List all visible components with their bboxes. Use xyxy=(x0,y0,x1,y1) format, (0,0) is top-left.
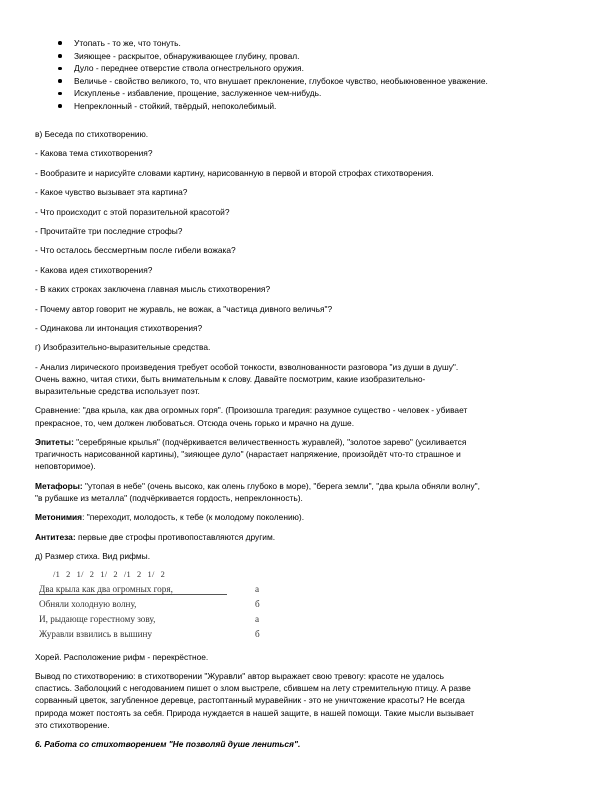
text-line: "в рубашке из металла" (подчёркивается гордость, непреклонность). xyxy=(35,493,303,504)
text-line: "утопая в небе" (очень высоко, как олень глубоко в море), "берега земли", "два крыла обняли волну", xyxy=(82,480,480,491)
question: - Одинакова ли интонация стихотворения? xyxy=(35,322,203,333)
metonymy-text: : "переходит, молодость, к тебе (к молодому поколению). xyxy=(82,512,305,523)
list-item: Величье - свойство великого, то, что внушает преклонение, глубокое чувство, необыкновенное уважение. xyxy=(56,75,596,88)
razmer-heading: д) Размер стиха. Вид рифмы. xyxy=(35,551,151,562)
text-line: это стихотворение. xyxy=(35,719,110,730)
document-body xyxy=(35,128,581,758)
stress-mark: 2 xyxy=(66,569,71,579)
list-item: Зияющее - раскрытое, обнаруживающее глубину, провал. xyxy=(56,50,596,63)
antithesis-paragraph xyxy=(35,531,581,543)
stress-mark: /1 xyxy=(53,569,61,579)
verse-line xyxy=(39,584,275,595)
metaphors-label: Метафоры: xyxy=(35,480,83,491)
meter-conclusion: Хорей. Расположение рифм - перекрёстное. xyxy=(35,651,209,662)
question: - Что осталось бессмертным после гибели вожака? xyxy=(35,245,236,256)
question: - Вообразите и нарисуйте словами картину, нарисованную в первой и второй строфах стихотворения. xyxy=(35,167,434,178)
text-line: Сравнение: "два крыла, как два огромных горя". (Произошла трагедия: разумное существо - человек - убивает xyxy=(35,405,468,416)
text-line: спастись. Заболоцкий с негодованием пишет о злом выстреле, сбившем на лету стремительную птицу. А разве xyxy=(35,683,471,694)
text-line: - Анализ лирического произведения требует особой тонкости, взволнованности разговора "из души в душу". xyxy=(35,361,459,372)
section-6-heading xyxy=(35,738,581,750)
stress-mark: 2 xyxy=(113,569,118,579)
vocabulary-list xyxy=(56,37,596,113)
antithesis-text: первые две строфы противопоставляются другим. xyxy=(75,531,276,542)
stress-mark: 2 xyxy=(137,569,142,579)
sredstva-intro xyxy=(35,361,581,398)
question: - Какова тема стихотворения? xyxy=(35,148,153,159)
question: - Что происходит с этой поразительной красотой? xyxy=(35,206,230,217)
text-line: "серебряные крылья" (подчёркивается величественность журавлей), "золотое зарево" (усиливается xyxy=(73,437,467,448)
stress-mark: /1 xyxy=(123,569,131,579)
list-item: Утопать - то же, что тонуть. xyxy=(56,37,596,50)
comparison-paragraph xyxy=(35,404,581,428)
question: - Почему автор говорит не журавль, не вожак, а "частица дивного величья"? xyxy=(35,303,333,314)
metonymy-paragraph xyxy=(35,511,581,523)
verse-line xyxy=(39,599,275,609)
text-line: прекрасное, то, чем должен любоваться. Отсюда очень горько и мрачно на душе. xyxy=(35,417,355,428)
text-line: Вывод по стихотворению: в стихотворении "Журавли" автор выражает свою тревогу: красоте не удалось xyxy=(35,671,444,682)
text-line: Очень важно, читая стихи, быть внимательным к слову. Давайте посмотрим, какие изобразительно- xyxy=(35,373,426,384)
rhyme-letter: а xyxy=(255,583,260,594)
stress-marks xyxy=(53,570,171,579)
sredstva-heading: г) Изобразительно-выразительные средства. xyxy=(35,342,211,353)
rhyme-letter: б xyxy=(255,628,260,639)
verse-line xyxy=(39,614,275,624)
verse-line xyxy=(39,629,275,639)
section-6-text: 6. Работа со стихотворением "Не позволяй душе лениться". xyxy=(35,739,301,750)
epithets-label: Эпитеты: xyxy=(35,437,74,448)
verse-text: Журавли взвились в вышину xyxy=(39,628,152,639)
stress-mark: 1/ xyxy=(100,569,108,579)
list-item: Дуло - переднее отверстие ствола огнестрельного оружия. xyxy=(56,62,596,75)
stress-mark: 2 xyxy=(89,569,95,579)
question: - Прочитайте три последние строфы? xyxy=(35,225,183,236)
text-line: трагичность нарисованной картины), "зияющее дуло" (нарастает напряжение, произойдёт что-то страшное и xyxy=(35,449,461,460)
list-item: Непреклонный - стойкий, твёрдый, непоколебимый. xyxy=(56,100,596,113)
question: - В каких строках заключена главная мысль стихотворения? xyxy=(35,284,271,295)
metaphors-paragraph xyxy=(35,480,581,504)
stress-mark: 2 xyxy=(160,569,166,579)
antithesis-label: Антитеза: xyxy=(35,531,76,542)
rhyme-letter: б xyxy=(255,598,260,609)
text-line: неповторимое). xyxy=(35,461,96,472)
question: - Какое чувство вызывает эта картина? xyxy=(35,187,188,198)
verse-text: Два крыла как два огромных горя, xyxy=(39,584,227,595)
verse-text: Обняли холодную волну, xyxy=(39,598,137,609)
epithets-paragraph xyxy=(35,436,581,473)
beseda-heading: в) Беседа по стихотворению. xyxy=(35,129,149,139)
vyvod-paragraph xyxy=(35,670,581,731)
stress-mark: 1/ xyxy=(76,569,84,579)
rhyme-letter: а xyxy=(255,613,260,624)
text-line: природа может постоять за себя. Природа нуждается в нашей защите, в нашей помощи. Такие мысли вызывает xyxy=(35,707,475,718)
question: - Какова идея стихотворения? xyxy=(35,264,153,275)
stress-mark: 1/ xyxy=(147,569,155,579)
text-line: сорванный цветок, загубленное деревце, растоптанный муравейник - это не уничтожение красоты? Не всегда xyxy=(35,695,465,706)
meter-scheme xyxy=(35,570,581,644)
metonymy-label: Метонимия xyxy=(35,512,83,523)
list-item: Искупленье - избавление, прощение, заслуженное чем-нибудь. xyxy=(56,87,596,100)
verse-text: И, рыдающе горестному зову, xyxy=(39,613,156,624)
text-line: выразительные средства использует поэт. xyxy=(35,386,200,397)
